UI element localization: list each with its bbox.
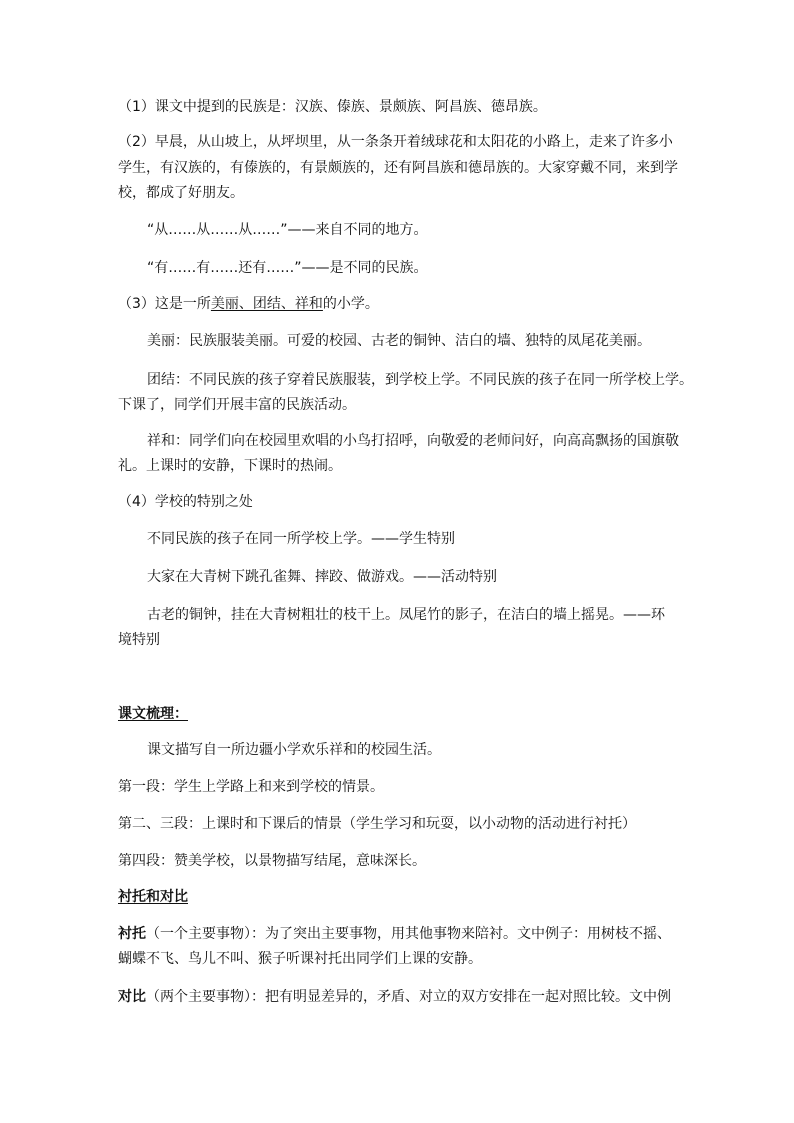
point-unity-line-1: 团结：不同民族的孩子穿着民族服装，到学校上学。不同民族的孩子在同一所学校上学。	[147, 372, 693, 388]
answer-4: （4）学校的特别之处	[118, 494, 253, 510]
contrast-definition: （两个主要事物）：把有明显差异的，矛盾、对立的双方安排在一起对照比较。文中例	[146, 989, 671, 1005]
answer-2-line-2: 学生，有汉族的，有傣族的，有景颇族的，还有阿昌族和德昂族的。大家穿戴不同，来到学	[118, 160, 678, 176]
special-activities: 大家在大青树下跳孔雀舞、摔跤、做游戏。——活动特别	[147, 569, 497, 585]
point-harmony-line-1: 祥和：同学们向在校园里欢唱的小鸟打招呼，向敬爱的老师问好，向高高飘扬的国旗敬	[147, 433, 679, 449]
note-you: “有……有……还有……”——是不同的民族。	[147, 260, 428, 276]
section-heading-contrast: 衬托和对比	[118, 889, 188, 905]
foil-line-1	[118, 926, 671, 942]
answer-3-prefix: （3）这是一所	[118, 296, 211, 312]
foil-line-2: 蝴蝶不飞、鸟儿不叫、猴子听课衬托出同学们上课的安静。	[118, 951, 482, 967]
outline-paragraph-4: 第四段：赞美学校，以景物描写结尾，意味深长。	[118, 853, 426, 869]
section-heading-outline: 课文梳理：	[118, 706, 188, 722]
point-harmony-line-2: 礼。上课时的安静，下课时的热闹。	[118, 458, 342, 474]
answer-2-line-3: 校，都成了好朋友。	[118, 185, 244, 201]
contrast-term: 对比	[118, 989, 146, 1005]
outline-paragraph-1: 第一段：学生上学路上和来到学校的情景。	[118, 779, 384, 795]
special-environment-line-1: 古老的铜钟，挂在大青树粗壮的枝干上。凤尾竹的影子，在洁白的墙上摇晃。——环	[147, 607, 665, 623]
outline-paragraph-2-3: 第二、三段：上课时和下课后的情景（学生学习和玩耍，以小动物的活动进行衬托）	[118, 816, 636, 832]
special-environment-line-2: 境特别	[118, 632, 160, 648]
point-beautiful: 美丽：民族服装美丽。可爱的校园、古老的铜钟、洁白的墙、独特的凤尾花美丽。	[147, 333, 651, 349]
answer-1: （1）课文中提到的民族是：汉族、傣族、景颇族、阿昌族、德昂族。	[118, 99, 547, 115]
foil-term: 衬托	[118, 926, 146, 942]
answer-2-line-1: （2）早晨，从山坡上，从坪坝里，从一条条开着绒球花和太阳花的小路上，走来了许多小	[118, 134, 673, 150]
answer-3-keywords: 美丽、团结、祥和	[210, 296, 323, 312]
point-unity-line-2: 下课了，同学们开展丰富的民族活动。	[118, 397, 356, 413]
contrast-line-1	[118, 989, 671, 1005]
outline-intro: 课文描写自一所边疆小学欢乐祥和的校园生活。	[147, 742, 441, 758]
answer-3	[118, 296, 379, 312]
note-cong: “从……从……从……”——来自不同的地方。	[147, 222, 428, 238]
foil-definition: （一个主要事物）：为了突出主要事物，用其他事物来陪衬。文中例子：用树枝不摇、	[146, 926, 671, 942]
answer-3-suffix: 的小学。	[322, 296, 379, 312]
special-students: 不同民族的孩子在同一所学校上学。——学生特别	[147, 531, 455, 547]
